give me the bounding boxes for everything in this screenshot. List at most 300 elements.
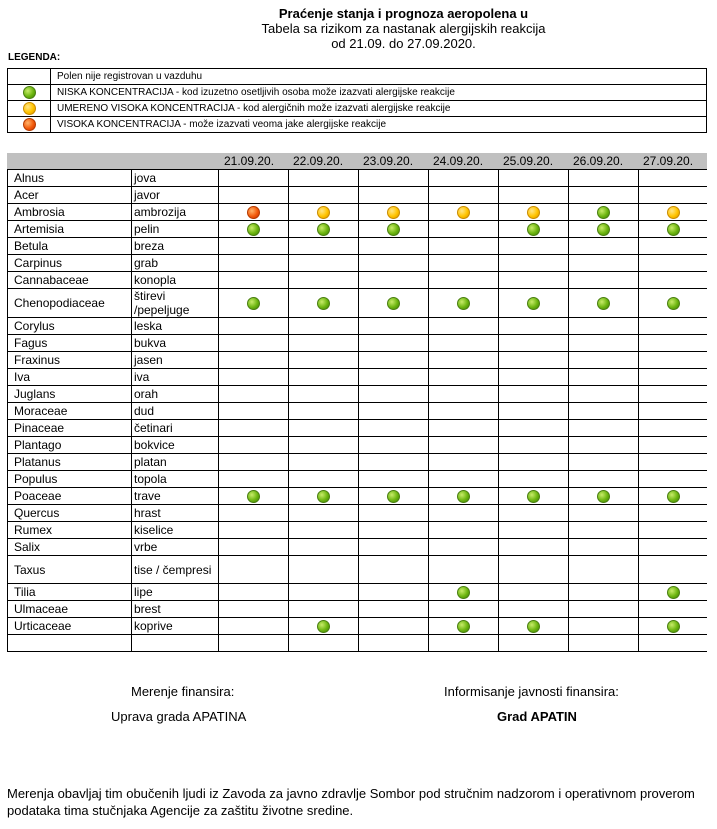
- legend-symbol: [8, 101, 51, 117]
- level-cell: [639, 618, 708, 635]
- level-cell: [639, 601, 708, 618]
- level-cell: [359, 437, 429, 454]
- level-cell: [639, 221, 708, 238]
- level-cell: [219, 471, 289, 488]
- local-name: javor: [132, 187, 219, 204]
- level-cell: [219, 221, 289, 238]
- level-cell: [289, 238, 359, 255]
- level-cell: [639, 170, 708, 187]
- level-cell: [219, 352, 289, 369]
- table-row: [8, 437, 708, 454]
- level-cell: [569, 369, 639, 386]
- local-name: bukva: [132, 335, 219, 352]
- level-cell: [569, 386, 639, 403]
- footer-note: Merenja obavljaj tim obučenih ljudi iz Zavoda za javno zdravlje Sombor pod stručnim nadzorom i operativnom proverom podataka tima stučnjaka Agencije za zaštitu životne sredine.: [7, 786, 695, 818]
- red-concentration-icon: [247, 206, 260, 219]
- level-cell: [639, 454, 708, 471]
- local-name: štirevi /pepeljuge: [132, 289, 219, 318]
- level-cell: [499, 420, 569, 437]
- local-name: jova: [132, 170, 219, 187]
- date-header-bar: [7, 153, 707, 169]
- latin-name: Alnus: [8, 170, 132, 187]
- green-concentration-icon: [667, 586, 680, 599]
- green-concentration-icon: [387, 223, 400, 236]
- level-cell: [499, 386, 569, 403]
- green-concentration-icon: [597, 490, 610, 503]
- green-concentration-icon: [247, 223, 260, 236]
- level-cell: [569, 204, 639, 221]
- level-cell: [499, 369, 569, 386]
- latin-name: Fraxinus: [8, 352, 132, 369]
- legend-text: Polen nije registrovan u vazduhu: [51, 69, 707, 85]
- level-cell: [219, 369, 289, 386]
- table-row: [8, 471, 708, 488]
- latin-name: Moraceae: [8, 403, 132, 420]
- table-row: [8, 386, 708, 403]
- level-cell: [499, 318, 569, 335]
- table-row: [8, 635, 708, 652]
- latin-name: Juglans: [8, 386, 132, 403]
- level-cell: [569, 170, 639, 187]
- level-cell: [219, 454, 289, 471]
- yellow-concentration-icon: [23, 102, 36, 115]
- level-cell: [289, 272, 359, 289]
- green-concentration-icon: [317, 223, 330, 236]
- legend-symbol: [8, 69, 51, 85]
- level-cell: [569, 318, 639, 335]
- green-concentration-icon: [387, 297, 400, 310]
- local-name: leska: [132, 318, 219, 335]
- latin-name: Chenopodiaceae: [8, 289, 132, 318]
- yellow-concentration-icon: [527, 206, 540, 219]
- level-cell: [499, 601, 569, 618]
- level-cell: [359, 386, 429, 403]
- level-cell: [569, 335, 639, 352]
- table-row: [8, 170, 708, 187]
- local-name: platan: [132, 454, 219, 471]
- level-cell: [429, 352, 499, 369]
- level-cell: [639, 318, 708, 335]
- latin-name: Iva: [8, 369, 132, 386]
- date-header: 23.09.20.: [363, 154, 414, 168]
- latin-name: Taxus: [8, 556, 132, 584]
- level-cell: [359, 272, 429, 289]
- level-cell: [429, 420, 499, 437]
- level-cell: [219, 635, 289, 652]
- latin-name: Rumex: [8, 522, 132, 539]
- date-header: 25.09.20.: [503, 154, 554, 168]
- level-cell: [639, 386, 708, 403]
- level-cell: [429, 204, 499, 221]
- latin-name: Populus: [8, 471, 132, 488]
- level-cell: [429, 539, 499, 556]
- local-name: dud: [132, 403, 219, 420]
- level-cell: [429, 403, 499, 420]
- funding-right-value: Grad APATIN: [497, 709, 577, 724]
- legend-text: UMERENO VISOKA KONCENTRACIJA - kod alergičnih može izazvati alergijske reakcije: [51, 101, 707, 117]
- level-cell: [359, 522, 429, 539]
- level-cell: [569, 584, 639, 601]
- level-cell: [359, 238, 429, 255]
- level-cell: [219, 618, 289, 635]
- funding-left-label: Merenje finansira:: [131, 684, 235, 699]
- local-name: kiselice: [132, 522, 219, 539]
- level-cell: [359, 255, 429, 272]
- date-header: 21.09.20.: [224, 154, 275, 168]
- level-cell: [289, 488, 359, 505]
- local-name: lipe: [132, 584, 219, 601]
- local-name: hrast: [132, 505, 219, 522]
- legend-table: [7, 68, 707, 133]
- table-row: [8, 204, 708, 221]
- level-cell: [639, 437, 708, 454]
- yellow-concentration-icon: [667, 206, 680, 219]
- level-cell: [289, 635, 359, 652]
- latin-name: [8, 635, 132, 652]
- latin-name: Artemisia: [8, 221, 132, 238]
- level-cell: [499, 352, 569, 369]
- level-cell: [429, 238, 499, 255]
- level-cell: [499, 556, 569, 584]
- table-row: [8, 403, 708, 420]
- level-cell: [639, 584, 708, 601]
- level-cell: [639, 556, 708, 584]
- level-cell: [219, 335, 289, 352]
- level-cell: [499, 272, 569, 289]
- level-cell: [429, 437, 499, 454]
- page-title: Praćenje stanja i prognoza aeropolena u: [278, 6, 529, 21]
- level-cell: [499, 204, 569, 221]
- level-cell: [219, 272, 289, 289]
- level-cell: [359, 471, 429, 488]
- level-cell: [359, 289, 429, 318]
- level-cell: [359, 420, 429, 437]
- level-cell: [289, 318, 359, 335]
- level-cell: [569, 187, 639, 204]
- level-cell: [639, 204, 708, 221]
- green-concentration-icon: [527, 223, 540, 236]
- level-cell: [289, 618, 359, 635]
- table-row: [8, 539, 708, 556]
- level-cell: [219, 539, 289, 556]
- level-cell: [219, 187, 289, 204]
- level-cell: [359, 505, 429, 522]
- local-name: konopla: [132, 272, 219, 289]
- level-cell: [569, 488, 639, 505]
- level-cell: [429, 635, 499, 652]
- legend-row: [8, 101, 707, 117]
- level-cell: [359, 488, 429, 505]
- table-row: [8, 488, 708, 505]
- level-cell: [569, 471, 639, 488]
- level-cell: [499, 635, 569, 652]
- local-name: [132, 635, 219, 652]
- latin-name: Salix: [8, 539, 132, 556]
- date-header: 24.09.20.: [433, 154, 484, 168]
- level-cell: [429, 255, 499, 272]
- level-cell: [289, 556, 359, 584]
- green-concentration-icon: [667, 223, 680, 236]
- local-name: brest: [132, 601, 219, 618]
- level-cell: [569, 601, 639, 618]
- level-cell: [289, 505, 359, 522]
- level-cell: [569, 539, 639, 556]
- level-cell: [219, 238, 289, 255]
- level-cell: [429, 170, 499, 187]
- level-cell: [289, 584, 359, 601]
- level-cell: [289, 204, 359, 221]
- level-cell: [569, 556, 639, 584]
- green-concentration-icon: [23, 86, 36, 99]
- latin-name: Quercus: [8, 505, 132, 522]
- level-cell: [499, 289, 569, 318]
- level-cell: [569, 618, 639, 635]
- level-cell: [429, 454, 499, 471]
- latin-name: Ulmaceae: [8, 601, 132, 618]
- level-cell: [359, 539, 429, 556]
- latin-name: Plantago: [8, 437, 132, 454]
- date-header: 22.09.20.: [293, 154, 344, 168]
- level-cell: [499, 539, 569, 556]
- level-cell: [429, 601, 499, 618]
- level-cell: [359, 335, 429, 352]
- level-cell: [639, 635, 708, 652]
- green-concentration-icon: [247, 490, 260, 503]
- level-cell: [219, 584, 289, 601]
- latin-name: Carpinus: [8, 255, 132, 272]
- table-row: [8, 454, 708, 471]
- table-row: [8, 618, 708, 635]
- green-concentration-icon: [597, 223, 610, 236]
- date-header: 27.09.20.: [643, 154, 694, 168]
- green-concentration-icon: [597, 206, 610, 219]
- local-name: četinari: [132, 420, 219, 437]
- latin-name: Tilia: [8, 584, 132, 601]
- level-cell: [289, 221, 359, 238]
- level-cell: [429, 471, 499, 488]
- level-cell: [429, 618, 499, 635]
- level-cell: [429, 369, 499, 386]
- level-cell: [429, 505, 499, 522]
- level-cell: [289, 522, 359, 539]
- latin-name: Ambrosia: [8, 204, 132, 221]
- level-cell: [359, 635, 429, 652]
- level-cell: [569, 505, 639, 522]
- level-cell: [569, 437, 639, 454]
- level-cell: [219, 488, 289, 505]
- level-cell: [219, 556, 289, 584]
- level-cell: [499, 471, 569, 488]
- level-cell: [639, 471, 708, 488]
- table-row: [8, 352, 708, 369]
- legend-title: LEGENDA:: [8, 52, 61, 63]
- latin-name: Cannabaceae: [8, 272, 132, 289]
- level-cell: [569, 522, 639, 539]
- level-cell: [569, 221, 639, 238]
- level-cell: [429, 584, 499, 601]
- level-cell: [499, 170, 569, 187]
- legend-row: [8, 85, 707, 101]
- green-concentration-icon: [527, 297, 540, 310]
- page-subtitle: Tabela sa rizikom za nastanak alergijskih reakcija: [261, 21, 546, 36]
- red-concentration-icon: [23, 118, 36, 131]
- level-cell: [499, 187, 569, 204]
- level-cell: [219, 420, 289, 437]
- yellow-concentration-icon: [387, 206, 400, 219]
- level-cell: [639, 238, 708, 255]
- green-concentration-icon: [667, 297, 680, 310]
- level-cell: [569, 289, 639, 318]
- legend-row: [8, 69, 707, 85]
- level-cell: [219, 386, 289, 403]
- level-cell: [499, 437, 569, 454]
- level-cell: [289, 539, 359, 556]
- level-cell: [499, 618, 569, 635]
- level-cell: [639, 335, 708, 352]
- level-cell: [289, 369, 359, 386]
- level-cell: [289, 437, 359, 454]
- latin-name: Corylus: [8, 318, 132, 335]
- latin-name: Acer: [8, 187, 132, 204]
- level-cell: [639, 289, 708, 318]
- green-concentration-icon: [457, 620, 470, 633]
- funding-left-value: Uprava grada APATINA: [111, 709, 247, 724]
- level-cell: [639, 488, 708, 505]
- level-cell: [639, 352, 708, 369]
- level-cell: [219, 601, 289, 618]
- level-cell: [359, 403, 429, 420]
- table-row: [8, 272, 708, 289]
- level-cell: [219, 170, 289, 187]
- level-cell: [289, 352, 359, 369]
- level-cell: [359, 601, 429, 618]
- yellow-concentration-icon: [317, 206, 330, 219]
- green-concentration-icon: [317, 490, 330, 503]
- local-name: tise / čempresi: [132, 556, 219, 584]
- local-name: jasen: [132, 352, 219, 369]
- page-header: [0, 6, 717, 51]
- level-cell: [499, 335, 569, 352]
- level-cell: [499, 221, 569, 238]
- level-cell: [569, 635, 639, 652]
- level-cell: [429, 318, 499, 335]
- level-cell: [289, 471, 359, 488]
- local-name: grab: [132, 255, 219, 272]
- level-cell: [499, 238, 569, 255]
- green-concentration-icon: [667, 490, 680, 503]
- level-cell: [289, 386, 359, 403]
- level-cell: [569, 352, 639, 369]
- latin-name: Betula: [8, 238, 132, 255]
- level-cell: [359, 618, 429, 635]
- level-cell: [639, 255, 708, 272]
- level-cell: [569, 272, 639, 289]
- table-row: [8, 556, 708, 584]
- level-cell: [289, 601, 359, 618]
- level-cell: [499, 584, 569, 601]
- level-cell: [569, 255, 639, 272]
- funding-right-label: Informisanje javnosti finansira:: [444, 684, 619, 699]
- green-concentration-icon: [527, 490, 540, 503]
- latin-name: Platanus: [8, 454, 132, 471]
- level-cell: [639, 505, 708, 522]
- level-cell: [429, 221, 499, 238]
- level-cell: [569, 420, 639, 437]
- level-cell: [289, 289, 359, 318]
- level-cell: [359, 369, 429, 386]
- table-row: [8, 255, 708, 272]
- local-name: orah: [132, 386, 219, 403]
- green-concentration-icon: [597, 297, 610, 310]
- local-name: vrbe: [132, 539, 219, 556]
- level-cell: [219, 318, 289, 335]
- period-label: od 21.09. do 27.09.2020.: [331, 36, 476, 51]
- table-row: [8, 369, 708, 386]
- green-concentration-icon: [317, 620, 330, 633]
- level-cell: [219, 522, 289, 539]
- level-cell: [639, 272, 708, 289]
- level-cell: [499, 454, 569, 471]
- local-name: breza: [132, 238, 219, 255]
- level-cell: [499, 255, 569, 272]
- level-cell: [359, 318, 429, 335]
- level-cell: [639, 539, 708, 556]
- level-cell: [569, 403, 639, 420]
- level-cell: [429, 556, 499, 584]
- level-cell: [359, 170, 429, 187]
- local-name: pelin: [132, 221, 219, 238]
- level-cell: [219, 289, 289, 318]
- local-name: bokvice: [132, 437, 219, 454]
- level-cell: [499, 403, 569, 420]
- local-name: koprive: [132, 618, 219, 635]
- level-cell: [429, 272, 499, 289]
- level-cell: [289, 420, 359, 437]
- green-concentration-icon: [247, 297, 260, 310]
- level-cell: [639, 522, 708, 539]
- legend-row: [8, 117, 707, 133]
- table-row: [8, 584, 708, 601]
- local-name: trave: [132, 488, 219, 505]
- level-cell: [289, 255, 359, 272]
- pollen-table: [7, 169, 707, 652]
- level-cell: [219, 437, 289, 454]
- table-row: [8, 522, 708, 539]
- level-cell: [639, 187, 708, 204]
- level-cell: [359, 454, 429, 471]
- table-row: [8, 318, 708, 335]
- green-concentration-icon: [457, 586, 470, 599]
- level-cell: [639, 403, 708, 420]
- latin-name: Urticaceae: [8, 618, 132, 635]
- level-cell: [429, 289, 499, 318]
- yellow-concentration-icon: [457, 206, 470, 219]
- level-cell: [499, 488, 569, 505]
- level-cell: [639, 369, 708, 386]
- level-cell: [289, 187, 359, 204]
- latin-name: Pinaceae: [8, 420, 132, 437]
- green-concentration-icon: [387, 490, 400, 503]
- table-row: [8, 289, 708, 318]
- level-cell: [359, 556, 429, 584]
- level-cell: [359, 204, 429, 221]
- green-concentration-icon: [317, 297, 330, 310]
- level-cell: [429, 488, 499, 505]
- table-row: [8, 601, 708, 618]
- table-row: [8, 221, 708, 238]
- table-row: [8, 420, 708, 437]
- legend-text: NISKA KONCENTRACIJA - kod izuzetno osetljivih osoba može izazvati alergijske reakcije: [51, 85, 707, 101]
